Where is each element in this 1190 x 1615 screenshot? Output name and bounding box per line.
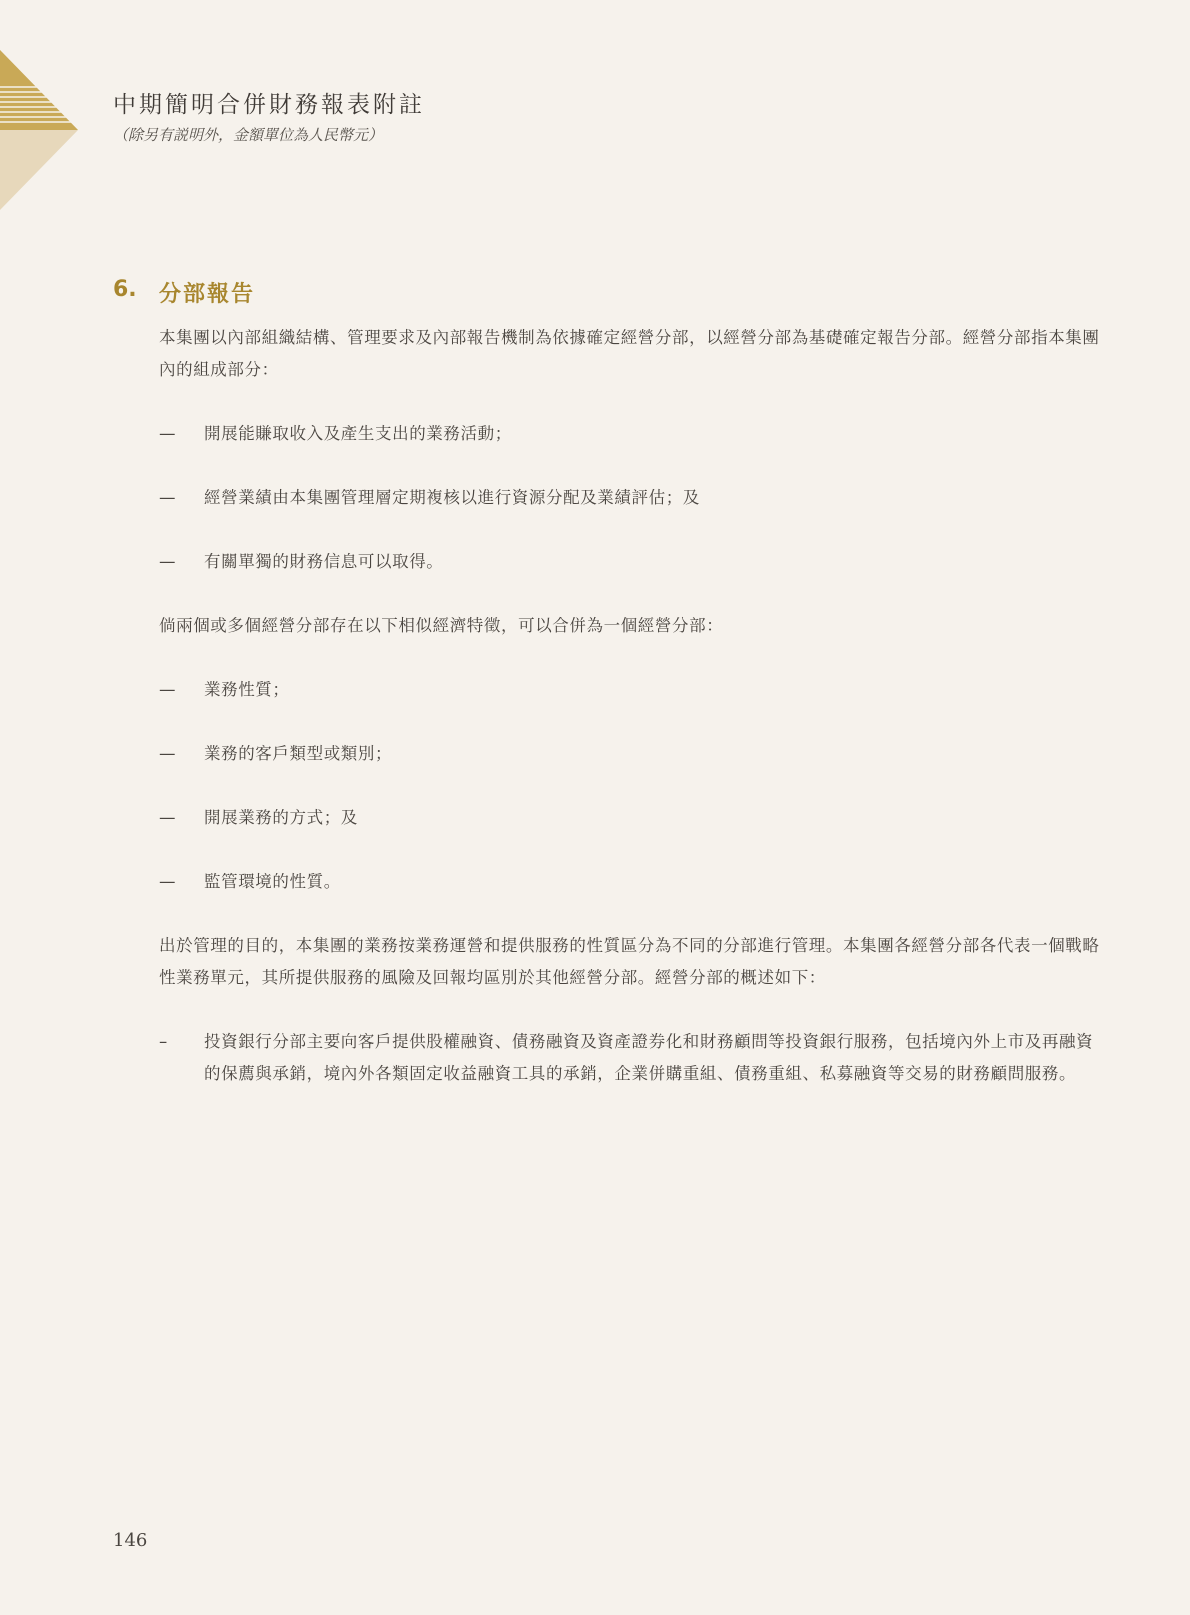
list-item-text: 業務性質；	[204, 680, 290, 699]
aggregation-paragraph: 倘兩個或多個經營分部存在以下相似經濟特徵，可以合併為一個經營分部：	[159, 616, 724, 635]
header-subtitle: （除另有説明外，金額單位為人民幣元）	[113, 126, 384, 144]
intro-paragraph: 本集團以內部組織結構、管理要求及內部報告機制為依據確定經營分部，以經營分部為基礎確定報告分部。經營分部指本集團內的組成部分：	[159, 328, 1100, 379]
section-number: 6.	[113, 277, 137, 302]
list-item-text: 投資銀行分部主要向客戶提供股權融資、債務融資及資產證券化和財務顧問等投資銀行服務，包括境內外上市及再融資的保薦與承銷，境內外各類固定收益融資工具的承銷，企業併購重組、債務重組、私募融資等交易的財務顧問服務。	[204, 1032, 1094, 1083]
list-item	[159, 546, 1105, 578]
bullet-dash: —	[159, 808, 177, 827]
corner-decoration	[0, 50, 80, 212]
list-item-text: 經營業績由本集團管理層定期複核以進行資源分配及業績評估；及	[204, 488, 700, 507]
list-item-text: 有關單獨的財務信息可以取得。	[204, 552, 444, 571]
bullet-dash: —	[159, 488, 177, 507]
list-item	[159, 674, 1105, 706]
section-heading	[113, 277, 255, 308]
list-item	[159, 866, 1105, 898]
bullet-dash: —	[159, 552, 177, 571]
management-paragraph: 出於管理的目的，本集團的業務按業務運營和提供服務的性質區分為不同的分部進行管理。本集團各經營分部各代表一個戰略性業務單元，其所提供服務的風險及回報均區別於其他經營分部。經營分部的概述如下：	[159, 936, 1100, 987]
bullet-dash: –	[159, 1032, 168, 1051]
bullet-dash: —	[159, 424, 177, 443]
list-item-text: 開展能賺取收入及產生支出的業務活動；	[204, 424, 512, 443]
list-item	[159, 482, 1105, 514]
header-title: 中期簡明合併財務報表附註	[113, 92, 425, 118]
list-item	[159, 418, 1105, 450]
list-item-text: 開展業務的方式；及	[204, 808, 358, 827]
list-item	[159, 1026, 1105, 1090]
bullet-dash: —	[159, 680, 177, 699]
list-item	[159, 738, 1105, 770]
bullet-dash: —	[159, 744, 177, 763]
list-item-text: 監管環境的性質。	[204, 872, 341, 891]
page-number: 146	[113, 1530, 148, 1551]
bullet-dash: —	[159, 872, 177, 891]
list-item-text: 業務的客戶類型或類別；	[204, 744, 393, 763]
section-title: 分部報告	[159, 282, 256, 307]
list-item	[159, 802, 1105, 834]
